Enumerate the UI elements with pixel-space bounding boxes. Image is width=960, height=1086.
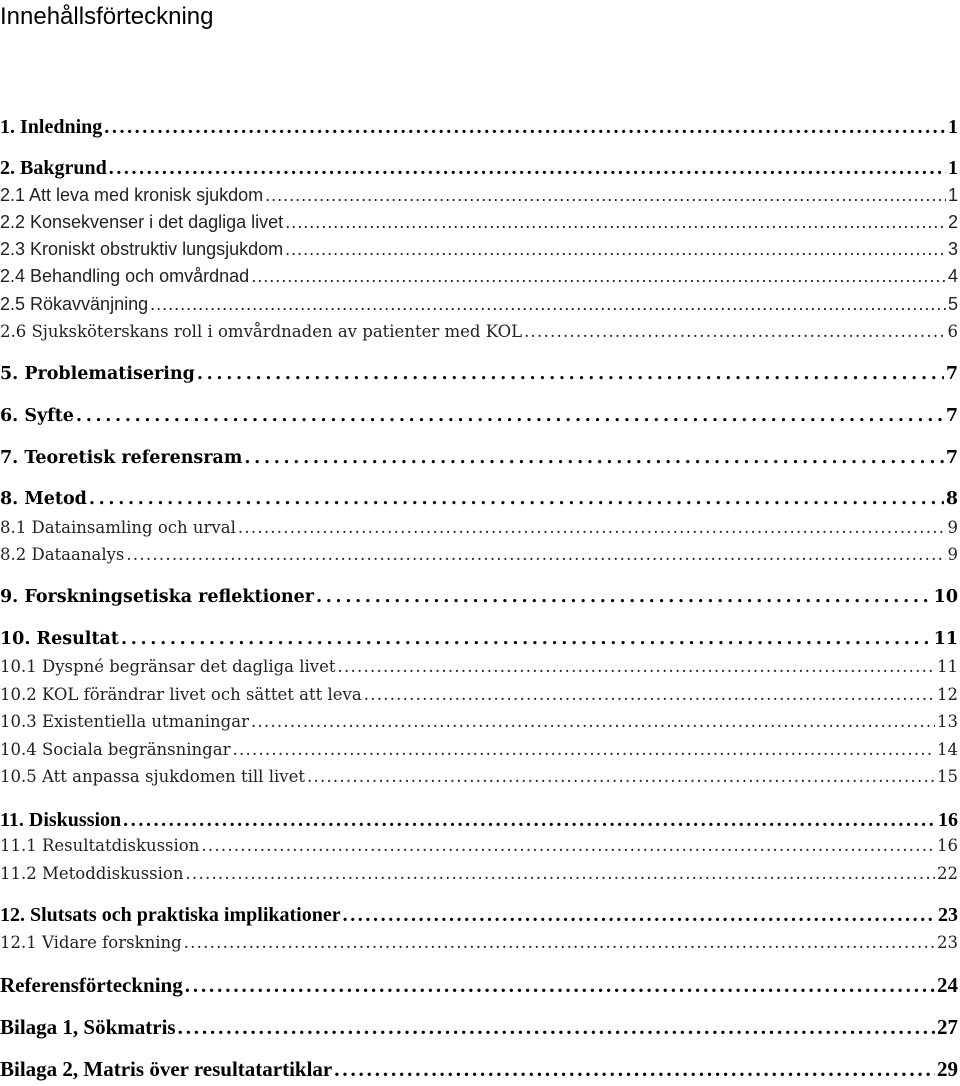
toc-entry-page-number: 23 <box>938 904 958 926</box>
toc-entry-8-2[interactable] <box>0 545 958 564</box>
toc-entry-label: 10. Resultat <box>0 629 119 649</box>
toc-entry-syfte[interactable] <box>0 406 958 426</box>
toc-entry-label: 2.4 Behandling och omvårdnad <box>0 266 250 286</box>
toc-entry-page-number: 1 <box>948 157 958 179</box>
dot-leader <box>283 212 946 233</box>
toc-entry-inledning[interactable] <box>0 116 958 139</box>
toc-entry-page-number: 16 <box>937 836 958 855</box>
toc-entry-2-4[interactable] <box>0 266 958 287</box>
toc-entry-10-5[interactable] <box>0 767 958 786</box>
toc-entry-label: 11.1 Resultatdiskussion <box>0 836 200 855</box>
toc-entry-label: 2.2 Konsekvenser i det dagliga livet <box>0 212 284 232</box>
toc-entry-forskningsetiska[interactable] <box>0 587 958 607</box>
dot-leader <box>183 864 935 883</box>
toc-entry-label: 11.2 Metoddiskussion <box>0 864 184 883</box>
toc-entry-diskussion[interactable] <box>0 809 958 832</box>
toc-entry-page-number: 1 <box>948 116 958 138</box>
toc-entry-page-number: 5 <box>947 294 958 314</box>
toc-entry-bakgrund[interactable] <box>0 157 958 180</box>
toc-entry-page-number: 7 <box>945 364 958 384</box>
dot-leader <box>176 1015 935 1040</box>
dot-leader <box>336 657 935 676</box>
toc-entry-label: 7. Teoretisk referensram <box>0 448 243 468</box>
toc-entry-page-number: 2 <box>947 212 958 232</box>
toc-entry-page-number: 8 <box>945 489 958 509</box>
toc-entry-page-number: 10 <box>933 587 958 607</box>
page-title: Innehållsförteckning <box>0 3 214 30</box>
dot-leader <box>341 904 936 927</box>
toc-entry-page-number: 9 <box>947 518 958 537</box>
toc-entry-10-1[interactable] <box>0 657 958 676</box>
toc-entry-page-number: 11 <box>933 629 958 649</box>
dot-leader <box>107 157 946 180</box>
toc-entry-label: 10.2 KOL förändrar livet och sättet att leva <box>0 685 362 704</box>
toc-entry-label: 9. Forskningsetiska reflektioner <box>0 587 314 607</box>
dot-leader <box>249 712 935 731</box>
toc-entry-label: 5. Problematisering <box>0 364 195 384</box>
dot-leader <box>283 239 946 260</box>
dot-leader <box>199 836 935 855</box>
toc-entry-label: 2.1 Att leva med kronisk sjukdom <box>0 185 264 205</box>
toc-entry-page-number: 12 <box>937 685 958 704</box>
toc-entry-page-number: 27 <box>937 1015 958 1039</box>
toc-entry-8-1[interactable] <box>0 518 958 537</box>
toc-entry-label: 8. Metod <box>0 489 87 509</box>
toc-entry-12-1[interactable] <box>0 933 958 952</box>
toc-entry-metod[interactable] <box>0 489 958 509</box>
toc-entry-10-4[interactable] <box>0 740 958 759</box>
toc-entry-2-3[interactable] <box>0 239 958 260</box>
dot-leader <box>332 1057 935 1082</box>
toc-entry-page-number: 9 <box>947 545 958 564</box>
toc-entry-page-number: 16 <box>938 809 958 831</box>
toc-entry-resultat[interactable] <box>0 629 958 649</box>
dot-leader <box>87 489 944 509</box>
toc-entry-11-2[interactable] <box>0 864 958 883</box>
toc-entry-2-5[interactable] <box>0 294 958 315</box>
toc-entry-page-number: 1 <box>947 185 958 205</box>
toc-entry-label: 8.1 Datainsamling och urval <box>0 518 236 537</box>
dot-leader <box>305 767 935 786</box>
toc-entry-label: 6. Syfte <box>0 406 74 426</box>
toc-entry-page-number: 29 <box>937 1057 958 1081</box>
toc-entry-label: 11. Diskussion <box>0 809 122 831</box>
toc-entry-label: 10.5 Att anpassa sjukdomen till livet <box>0 767 305 786</box>
toc-entry-2-2[interactable] <box>0 212 958 233</box>
toc-entry-bilaga-2[interactable] <box>0 1057 958 1082</box>
toc-entry-11-1[interactable] <box>0 836 958 855</box>
toc-entry-label: 10.1 Dyspné begränsar det dagliga livet <box>0 657 336 676</box>
toc-entry-label: Bilaga 2, Matris över resultatartiklar <box>0 1057 333 1081</box>
dot-leader <box>242 448 943 468</box>
dot-leader <box>230 740 935 759</box>
toc-entry-slutsats[interactable] <box>0 904 958 927</box>
toc-entry-label: 1. Inledning <box>0 116 103 138</box>
dot-leader <box>102 116 946 139</box>
dot-leader <box>183 973 935 998</box>
dot-leader <box>263 185 946 206</box>
toc-entry-label: 10.3 Existentiella utmaningar <box>0 712 249 731</box>
toc-entry-page-number: 7 <box>945 406 958 426</box>
toc-entry-label: 12.1 Vidare forskning <box>0 933 182 952</box>
dot-leader <box>314 587 932 607</box>
toc-entry-label: 2.3 Kroniskt obstruktiv lungsjukdom <box>0 239 284 259</box>
dot-leader <box>121 809 936 832</box>
dot-leader <box>362 685 935 704</box>
toc-entry-page-number: 13 <box>937 712 958 731</box>
dot-leader <box>249 266 946 287</box>
toc-entry-problematisering[interactable] <box>0 364 958 384</box>
toc-entry-label: 10.4 Sociala begränsningar <box>0 740 231 759</box>
toc-entry-label: 12. Slutsats och praktiska implikationer <box>0 904 341 926</box>
dot-leader <box>148 294 946 315</box>
toc-entry-page-number: 24 <box>937 973 958 997</box>
toc-entry-teoretisk-referensram[interactable] <box>0 448 958 468</box>
dot-leader <box>236 518 946 537</box>
dot-leader <box>74 406 944 426</box>
toc-entry-page-number: 14 <box>937 740 958 759</box>
toc-entry-page-number: 7 <box>945 448 958 468</box>
toc-entry-page-number: 4 <box>947 266 958 286</box>
toc-entry-2-1[interactable] <box>0 185 958 206</box>
dot-leader <box>119 629 932 649</box>
toc-entry-10-2[interactable] <box>0 685 958 704</box>
dot-leader <box>522 322 945 341</box>
toc-entry-page-number: 22 <box>937 864 958 883</box>
toc-entry-label: Referensförteckning <box>0 973 183 997</box>
toc-entry-label: 2. Bakgrund <box>0 157 107 179</box>
toc-entry-label: 2.5 Rökavvänjning <box>0 294 149 314</box>
toc-entry-label: Bilaga 1, Sökmatris <box>0 1015 176 1039</box>
toc-entry-page-number: 11 <box>937 657 958 676</box>
toc-entry-2-6[interactable] <box>0 322 958 341</box>
toc-entry-page-number: 15 <box>937 767 958 786</box>
toc-entry-bilaga-1[interactable] <box>0 1015 958 1040</box>
toc-entry-label: 8.2 Dataanalys <box>0 545 125 564</box>
toc-entry-label: 2.6 Sjuksköterskans roll i omvårdnaden av patienter med KOL <box>0 322 523 341</box>
toc-entry-page-number: 3 <box>947 239 958 259</box>
toc-entry-page-number: 6 <box>947 322 958 341</box>
dot-leader <box>182 933 935 952</box>
toc-entry-10-3[interactable] <box>0 712 958 731</box>
dot-leader <box>195 364 944 384</box>
toc-entry-referensforteckning[interactable] <box>0 973 958 998</box>
dot-leader <box>124 545 945 564</box>
toc-entry-page-number: 23 <box>937 933 958 952</box>
